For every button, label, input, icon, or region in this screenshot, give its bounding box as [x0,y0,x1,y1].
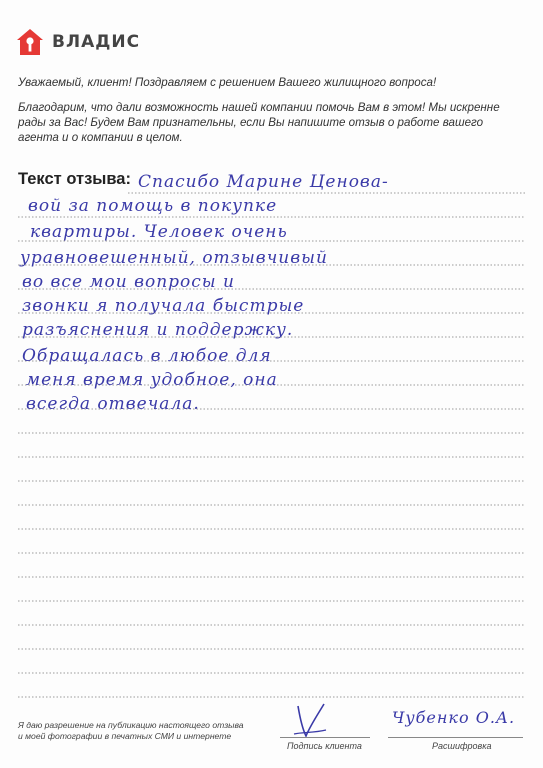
handwritten-line: всегда отвечала. [26,394,200,414]
decryption-caption: Расшифровка [432,741,492,751]
thanks-text: Благодарим, что дали возможность нашей компании помочь Вам в этом! Мы искренне рады за Вас! Будем Вам признательны, если Вы напишите отзыв о работе вашего агента и о компании в целом. [18,101,500,144]
signature-caption: Подпись клиента [287,741,362,751]
client-signature [290,700,330,740]
greeting-text: Уважаемый, клиент! Поздравляем с решением Вашего жилищного вопроса! [18,76,437,89]
handwritten-line: Обращалась в любое для [22,346,272,366]
handwritten-line: меня время удобное, она [26,370,278,390]
decryption-line [388,737,523,738]
handwritten-line: уравновешенный, отзывчивый [20,248,328,268]
brand-name: ВЛАДИС [52,32,141,52]
signature-line [280,737,370,738]
handwritten-line: квартиры. Человек очень [30,222,288,242]
review-label: Текст отзыва: [18,170,131,188]
consent-text: Я даю разрешение на публикацию настоящего отзыва и моей фотографии в печатных СМИ и интернете [18,720,244,741]
handwritten-line: Спасибо Марине Ценова- [138,172,389,192]
decryption-handwritten: Чубенко О.А. [392,708,516,727]
handwritten-line: разъяснения и поддержку. [22,320,294,340]
handwritten-line: вой за помощь в покупке [28,196,278,216]
handwritten-line: звонки я получала быстрые [22,296,305,316]
handwritten-line: во все мои вопросы и [22,272,236,292]
